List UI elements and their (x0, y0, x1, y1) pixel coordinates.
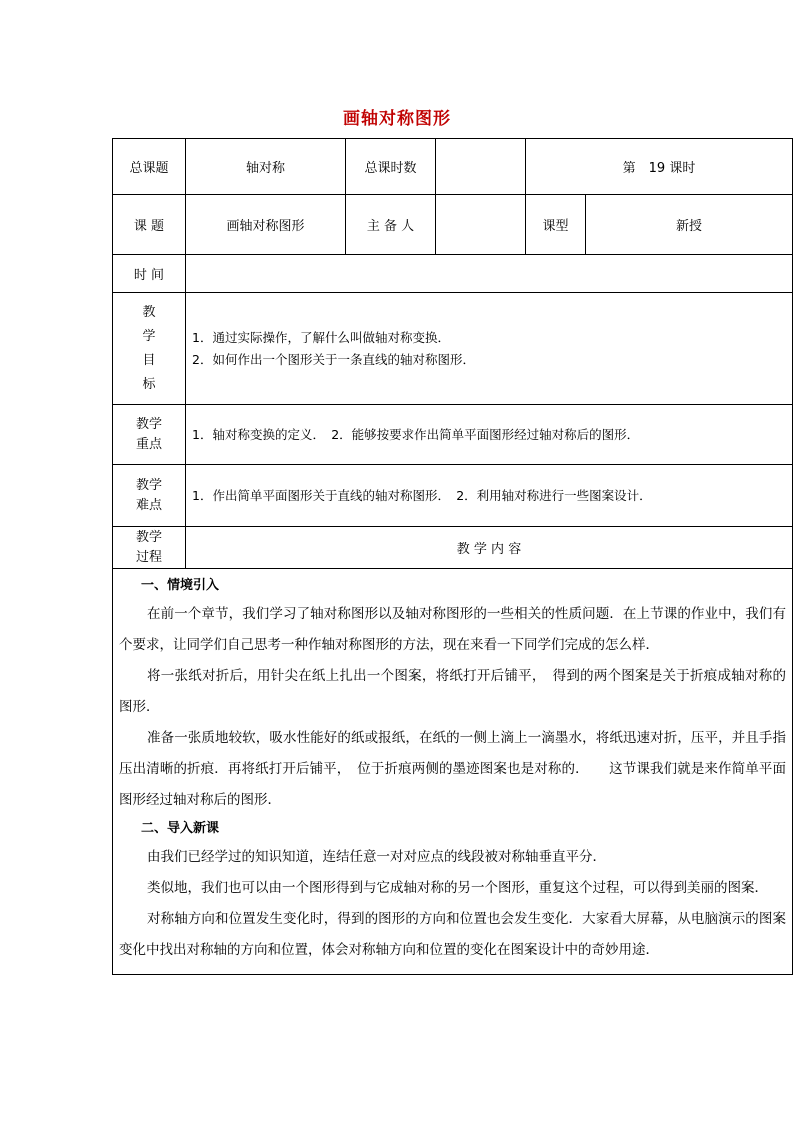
preparer-label: 主 备 人 (346, 195, 436, 255)
total-hours-value (436, 139, 526, 195)
lesson-content (113, 569, 793, 975)
process-row (113, 527, 793, 569)
content-row (113, 569, 793, 975)
preparer-value (436, 195, 526, 255)
difficulties-text: 1．作出简单平面图形关于直线的轴对称图形． 2．利用轴对称进行一些图案设计． (186, 465, 793, 527)
lesson-type-label: 课型 (526, 195, 586, 255)
total-topic-value: 轴对称 (186, 139, 346, 195)
paragraph: 在前一个章节，我们学习了轴对称图形以及轴对称图形的一些相关的性质问题．在上节课的作业中，我们有个要求，让同学们自己思考一种作轴对称图形的方法，现在来看一下同学们完成的怎么样． (119, 606, 786, 653)
topic-row (113, 195, 793, 255)
content-header: 教 学 内 容 (186, 527, 793, 569)
process-label: 教学 过程 (113, 527, 186, 569)
section-title: 二、导入新课 (141, 821, 220, 836)
topic-value: 画轴对称图形 (186, 195, 346, 255)
paragraph: 对称轴方向和位置发生变化时，得到的图形的方向和位置也会发生变化．大家看大屏幕，从电脑演示的图案变化中找出对称轴的方向和位置，体会对称轴方向和位置的变化在图案设计中的奇妙用途． (119, 911, 786, 958)
objective-item: 2．如何作出一个图形关于一条直线的轴对称图形． (192, 351, 475, 367)
difficulties-row (113, 465, 793, 527)
paragraph: 由我们已经学过的知识知道，连结任意一对对应点的线段被对称轴垂直平分． (147, 849, 606, 865)
paragraph: 类似地，我们也可以由一个图形得到与它成轴对称的另一个图形，重复这个过程，可以得到美丽的图案． (147, 880, 768, 896)
objective-item: 1．通过实际操作，了解什么叫做轴对称变换． (192, 329, 450, 345)
time-label: 时 间 (113, 255, 186, 293)
key-points-row (113, 405, 793, 465)
time-value (186, 255, 793, 293)
total-topic-label: 总课题 (113, 139, 186, 195)
total-hours-label: 总课时数 (346, 139, 436, 195)
key-points-label: 教学 重点 (113, 405, 186, 465)
paragraph: 将一张纸对折后，用针尖在纸上扎出一个图案，将纸打开后铺平， 得到的两个图案是关于折痕成轴对称的图形． (119, 668, 786, 715)
document-title: 画轴对称图形 (343, 109, 451, 129)
lesson-number: 第 19 课时 (526, 139, 793, 195)
lesson-plan-table (112, 138, 793, 975)
lesson-type-value: 新授 (586, 195, 793, 255)
time-row (113, 255, 793, 293)
key-points-text: 1．轴对称变换的定义． 2．能够按要求作出简单平面图形经过轴对称后的图形． (186, 405, 793, 465)
section-title: 一、情境引入 (141, 578, 220, 593)
difficulties-label: 教学 难点 (113, 465, 186, 527)
paragraph: 准备一张质地较软，吸水性能好的纸或报纸，在纸的一侧上滴上一滴墨水，将纸迅速对折，压平，并且手指压出清晰的折痕．再将纸打开后铺平， 位于折痕两侧的墨迹图案也是对称的． 这节课我们就是来作简单平面图形经过轴对称后的图形． (119, 730, 786, 808)
topic-label: 课 题 (113, 195, 186, 255)
objectives-list (186, 293, 793, 405)
objectives-row (113, 293, 793, 405)
header-row (113, 139, 793, 195)
objectives-label: 教 学 目 标 (113, 293, 186, 405)
